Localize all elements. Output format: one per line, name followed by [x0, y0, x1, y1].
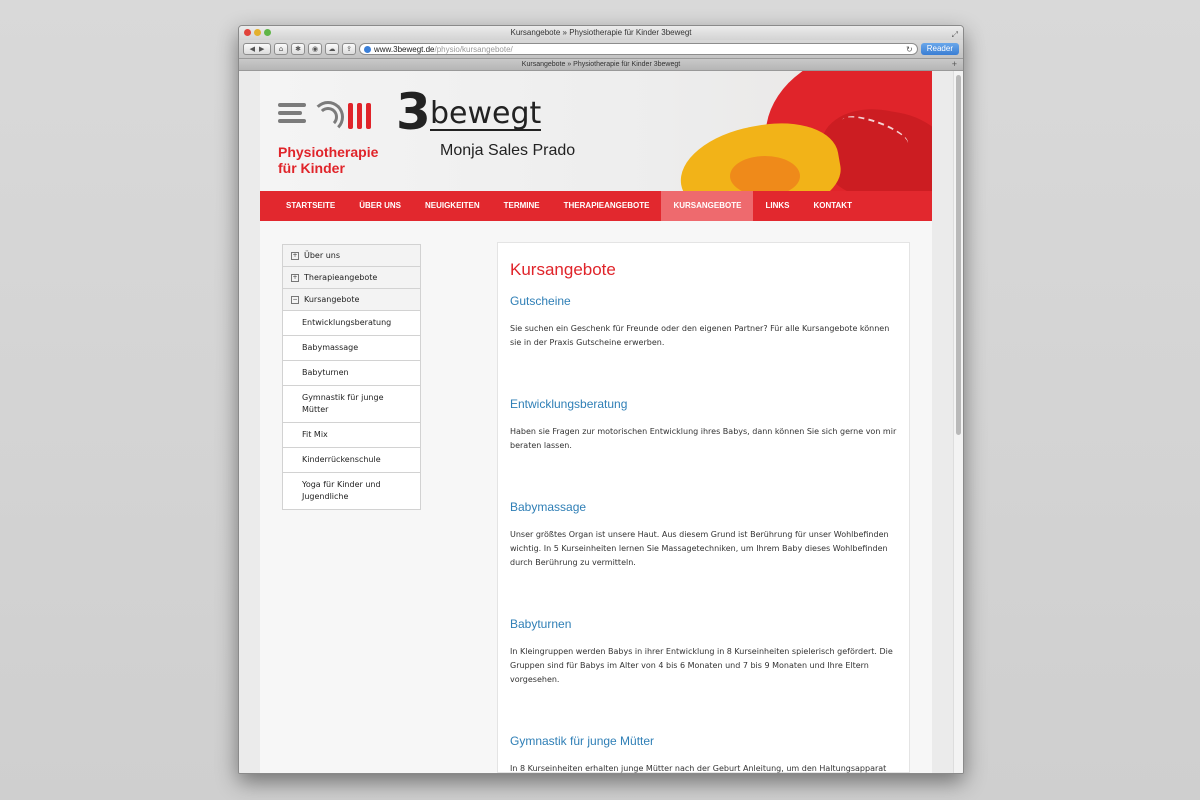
browser-window — [238, 25, 964, 774]
sidebar-item-kursangebote[interactable] — [282, 289, 421, 311]
sidebar-item-therapieangebote[interactable] — [282, 267, 421, 289]
globe-icon — [364, 46, 371, 53]
extensions-icon[interactable]: ✱ — [291, 43, 305, 55]
back-icon[interactable]: ◀ — [249, 45, 255, 53]
nav-item-links[interactable]: LINKS — [765, 201, 790, 210]
section-text: In Kleingruppen werden Babys in ihrer Entwicklung in 8 Kurseinheiten spielerisch gefördert. Die Gruppen sind für Babys im Alter von 4 bis 6 Monaten und 7 bis 9 Monaten und Ihre Eltern vorgesehen. — [510, 647, 893, 684]
section-text: Sie suchen ein Geschenk für Freunde oder den eigenen Partner? Für alle Kursangebote können sie in der Praxis Gutscheine erwerben. — [510, 324, 890, 347]
sidebar-item-label: Kursangebote — [304, 295, 360, 304]
minimize-window-icon[interactable] — [254, 29, 261, 36]
sidebar-subitem-babyturnen[interactable]: Babyturnen — [282, 361, 421, 386]
main-content — [497, 242, 910, 773]
logo-tagline-line1: Physiotherapie — [278, 144, 379, 160]
section-heading: Babymassage — [510, 500, 587, 514]
tab-title[interactable]: Kursangebote » Physiotherapie für Kinder 3bewegt — [521, 61, 681, 68]
section-heading: Gutscheine — [510, 294, 571, 308]
site-logo[interactable] — [278, 83, 578, 181]
section-text: Haben sie Fragen zur motorischen Entwicklung ihres Babys, dann können Sie sich gerne von mir beraten lassen. — [510, 427, 897, 450]
reload-icon[interactable]: ↻ — [906, 44, 913, 54]
logo-three: 3 — [396, 83, 429, 141]
home-icon[interactable]: ⌂ — [274, 43, 288, 55]
url-path: /physio/kursangebote/ — [434, 44, 513, 54]
share-icon[interactable]: ⇪ — [342, 43, 356, 55]
fullscreen-icon[interactable]: ⤢ — [951, 30, 958, 39]
section-babyturnen — [510, 617, 897, 687]
logo-lines-icon — [278, 103, 306, 127]
forward-icon[interactable]: ▶ — [259, 45, 265, 53]
section-text: In 8 Kurseinheiten erhalten junge Mütter nach der Geburt Anleitung, um den Haltungsapparat — [510, 764, 887, 773]
collapse-icon[interactable]: − — [292, 295, 298, 303]
close-window-icon[interactable] — [244, 29, 251, 36]
cloud-icon[interactable]: ☁ — [325, 43, 339, 55]
sidebar-subitem-kinderrueckenschule[interactable]: Kinderrückenschule — [282, 448, 421, 473]
section-babymassage — [510, 500, 897, 570]
logo-bewegt: bewegt — [430, 96, 542, 131]
logo-waves-icon — [318, 101, 340, 125]
back-forward-buttons — [243, 43, 271, 55]
url-domain: www.3bewegt.de — [374, 44, 435, 54]
sidebar-subitem-babymassage[interactable]: Babymassage — [282, 336, 421, 361]
sidebar-item-label: Über uns — [304, 251, 340, 260]
web-page — [260, 71, 932, 773]
main-navigation — [260, 191, 932, 221]
sidebar-menu — [282, 244, 421, 510]
zoom-window-icon[interactable] — [264, 29, 271, 36]
nav-item-ueber-uns[interactable]: ÜBER UNS — [359, 201, 401, 210]
sidebar-subitem-yoga[interactable]: Yoga für Kinder und Jugendliche — [282, 473, 421, 510]
shield-icon[interactable]: ◉ — [308, 43, 322, 55]
sidebar-subitem-entwicklungsberatung[interactable]: Entwicklungsberatung — [282, 311, 421, 336]
section-text: Unser größtes Organ ist unsere Haut. Aus diesem Grund ist Berührung für unser Wohlbefinden wichtig. In 5 Kurseinheiten lernen Sie Massagetechniken, um Ihrem Baby dieses Wohlbefinden durch Berührung zu vermitteln. — [510, 530, 889, 567]
logo-tagline — [278, 144, 378, 176]
nav-item-kursangebote[interactable]: KURSANGEBOTE — [661, 191, 753, 221]
nav-item-neuigkeiten[interactable]: NEUIGKEITEN — [424, 201, 480, 210]
section-heading: Entwicklungsberatung — [510, 397, 628, 411]
header-image-orange-pillow — [730, 156, 800, 191]
section-heading: Gymnastik für junge Mütter — [510, 734, 655, 748]
logo-red-bars-icon — [348, 103, 371, 129]
site-header — [260, 71, 932, 191]
address-bar[interactable] — [359, 43, 918, 55]
nav-item-kontakt[interactable]: KONTAKT — [813, 201, 852, 210]
browser-toolbar — [239, 40, 963, 59]
window-title: Kursangebote » Physiotherapie für Kinder 3bewegt — [510, 28, 692, 37]
page-title: Kursangebote — [510, 260, 616, 279]
vertical-scrollbar[interactable] — [953, 71, 963, 773]
sidebar-item-label: Therapieangebote — [304, 273, 378, 282]
section-gutscheine — [510, 294, 897, 350]
title-bar — [239, 26, 963, 40]
tab-bar — [239, 59, 963, 71]
new-tab-icon[interactable]: + — [951, 59, 957, 69]
sidebar-subitem-fit-mix[interactable]: Fit Mix — [282, 423, 421, 448]
section-gymnastik — [510, 734, 897, 773]
expand-icon[interactable]: + — [292, 251, 298, 259]
section-heading: Babyturnen — [510, 617, 572, 631]
expand-icon[interactable]: + — [292, 273, 298, 281]
nav-item-startseite[interactable]: STARTSEITE — [286, 201, 336, 210]
reader-button[interactable]: Reader — [921, 43, 959, 55]
logo-owner-name: Monja Sales Prado — [440, 142, 576, 159]
section-entwicklungsberatung — [510, 397, 897, 453]
nav-item-therapieangebote[interactable]: THERAPIEANGEBOTE — [563, 201, 650, 210]
sidebar-subitem-gymnastik[interactable]: Gymnastik für junge Mütter — [282, 386, 421, 423]
web-viewport — [239, 71, 963, 773]
window-controls — [244, 29, 271, 36]
logo-tagline-line2: für Kinder — [278, 160, 345, 176]
nav-item-termine[interactable]: TERMINE — [503, 201, 540, 210]
sidebar-item-ueber-uns[interactable] — [282, 244, 421, 267]
scrollbar-thumb[interactable] — [956, 75, 961, 435]
